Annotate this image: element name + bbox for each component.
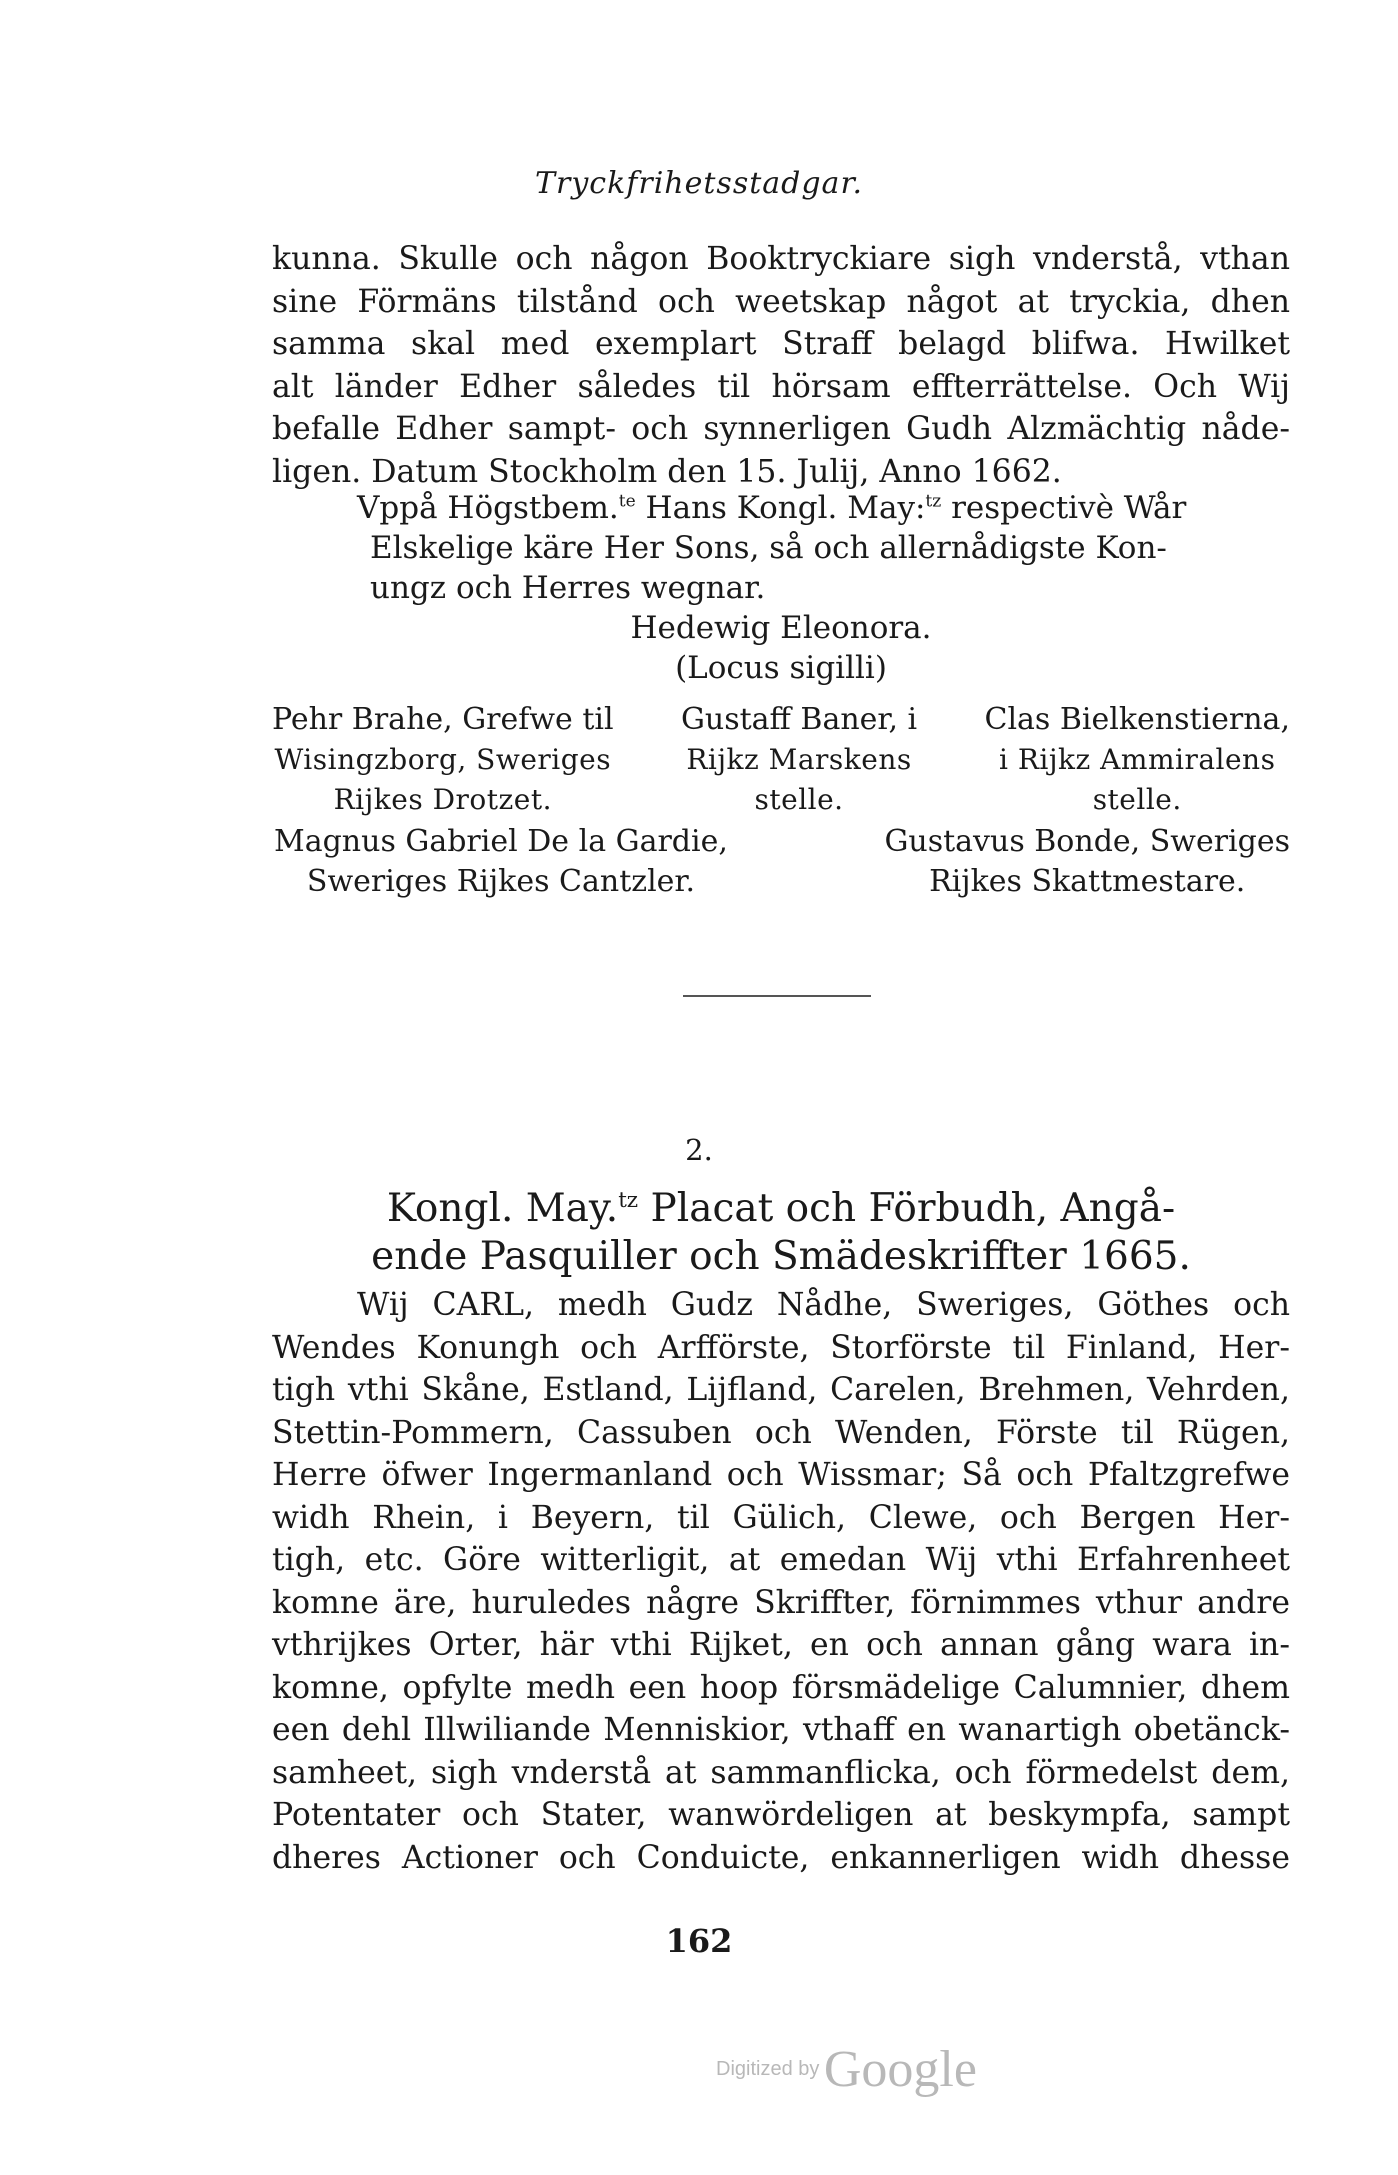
text-line: Potentater och Stater, wanwördeligen at beskympfa, sampt	[272, 1797, 1290, 1833]
heading-line-2: ende Pasquiller och Smädeskriffter 1665.	[371, 1234, 1191, 1279]
body-paragraph	[272, 1284, 1290, 1879]
signoff-text: respectivè Wår	[941, 490, 1187, 526]
signatory-name: Gustavus Bonde, Sweriges	[884, 824, 1290, 859]
text-line: Wij CARL, medh Gudz Nådhe, Sweriges, Göthes och	[357, 1287, 1290, 1323]
signoff-text: Vppå Högstbem.	[357, 490, 619, 526]
heading-text: Placat och Förbudh, Angå-	[638, 1186, 1176, 1231]
signatory-title: stelle.	[1092, 783, 1182, 816]
text-line: een dehl Illwiliande Menniskior, vthaff en wanartigh obetänck-	[272, 1712, 1290, 1748]
signatory-title: Rijkes Drotzet.	[333, 783, 553, 816]
signoff-line-2: Elskelige käre Her Sons, så och allernådigste Kon-	[370, 530, 1167, 566]
text-line: tigh vthi Skåne, Estland, Lijfland, Carelen, Brehmen, Vehrden,	[272, 1372, 1290, 1408]
signatory-name: Clas Bielkenstierna,	[984, 702, 1290, 737]
seal-note: (Locus sigilli)	[675, 650, 887, 686]
signoff-line-1	[272, 488, 1290, 528]
section-number: 2.	[685, 1133, 713, 1167]
signoff-line-3: ungz och Herres wegnar.	[370, 570, 766, 606]
superscript: tz	[618, 1188, 639, 1213]
google-logo: Google	[823, 2041, 977, 2098]
text-line: samheet, sigh vnderstå at sammanflicka, och förmedelst dem,	[272, 1754, 1290, 1791]
top-paragraph	[272, 238, 1290, 493]
text-line: Stettin-Pommern, Cassuben och Wenden, Förste til Rügen,	[272, 1414, 1290, 1451]
signatory-title: stelle.	[754, 783, 844, 816]
text-line: samma skal med exemplart Straff belagd blifwa. Hwilket	[272, 326, 1290, 362]
signatories-row-2	[272, 822, 1290, 902]
text-line: komne äre, huruledes någre Skriffter, förnimmes vthur andre	[272, 1584, 1290, 1621]
running-head: Tryckfrihetsstadgar.	[534, 166, 864, 201]
superscript: tz	[925, 491, 942, 512]
text-line: vthrijkes Orter, här vthi Rijket, en och annan gång wara in-	[272, 1627, 1290, 1663]
text-line: Herre öfwer Ingermanland och Wissmar; Så och Pfaltzgrefwe	[272, 1457, 1290, 1493]
signatory-bielkenstierna	[984, 700, 1290, 820]
signoff-line-1-text	[357, 488, 1186, 528]
text-line: kunna. Skulle och någon Booktryckiare sigh vnderstå, vthan	[272, 241, 1290, 277]
digitized-watermark	[716, 2040, 977, 2099]
signatory-title: Rijkes Skattmestare.	[929, 864, 1246, 899]
section-divider	[683, 995, 871, 997]
signatory-brahe	[272, 700, 614, 820]
text-line: alt länder Edher således til hörsam effterrättelse. Och Wij	[272, 368, 1290, 405]
text-line: dheres Actioner och Conduicte, enkannerligen widh dhesse	[272, 1839, 1290, 1876]
text-line: befalle Edher sampt- och synnerligen Gudh Alzmächtig nåde-	[272, 411, 1290, 447]
watermark-prefix: Digitized by	[716, 2058, 820, 2080]
signatory-title: Wisingzborg, Sweriges	[274, 743, 612, 776]
text-line: sine Förmäns tilstånd och weetskap något at tryckia, dhen	[272, 283, 1290, 320]
signatory-name: Magnus Gabriel De la Gardie,	[274, 824, 728, 859]
page-number: 162	[665, 1922, 733, 1960]
signatories-row-1	[272, 700, 1290, 820]
signatory-title: Rijkz Marskens	[686, 743, 912, 776]
heading-text: Kongl. May.	[386, 1186, 619, 1231]
signatory-name: Gustaff Baner, i	[680, 702, 918, 737]
text-line: komne, opfylte medh een hoop försmädelige Calumnier, dhem	[272, 1669, 1290, 1706]
text-line: ligen. Datum Stockholm den 15. Julij, Anno 1662.	[272, 453, 1062, 490]
superscript: te	[618, 491, 636, 512]
text-line: widh Rhein, i Beyern, til Gülich, Clewe, och Bergen Her-	[272, 1499, 1290, 1536]
signoff-block	[272, 488, 1290, 688]
signatory-title: i Rijkz Ammiralens	[998, 743, 1276, 776]
signoff-text: Hans Kongl. May:	[635, 490, 926, 526]
text-line: Wendes Konungh och Arfförste, Storförste til Finland, Her-	[272, 1329, 1290, 1366]
heading-line-1	[272, 1185, 1290, 1233]
signatory-bonde	[884, 822, 1290, 902]
signatory-name: Pehr Brahe, Grefwe til	[272, 702, 614, 737]
section-heading	[272, 1185, 1290, 1281]
queen-signature: Hedewig Eleonora.	[630, 610, 932, 646]
signatory-title: Sweriges Rijkes Cantzler.	[306, 864, 696, 899]
text-line: tigh, etc. Göre witterligit, at emedan Wij vthi Erfahrenheet	[272, 1542, 1290, 1578]
signatory-de-la-gardie	[274, 822, 728, 902]
signatory-baner	[681, 700, 917, 820]
